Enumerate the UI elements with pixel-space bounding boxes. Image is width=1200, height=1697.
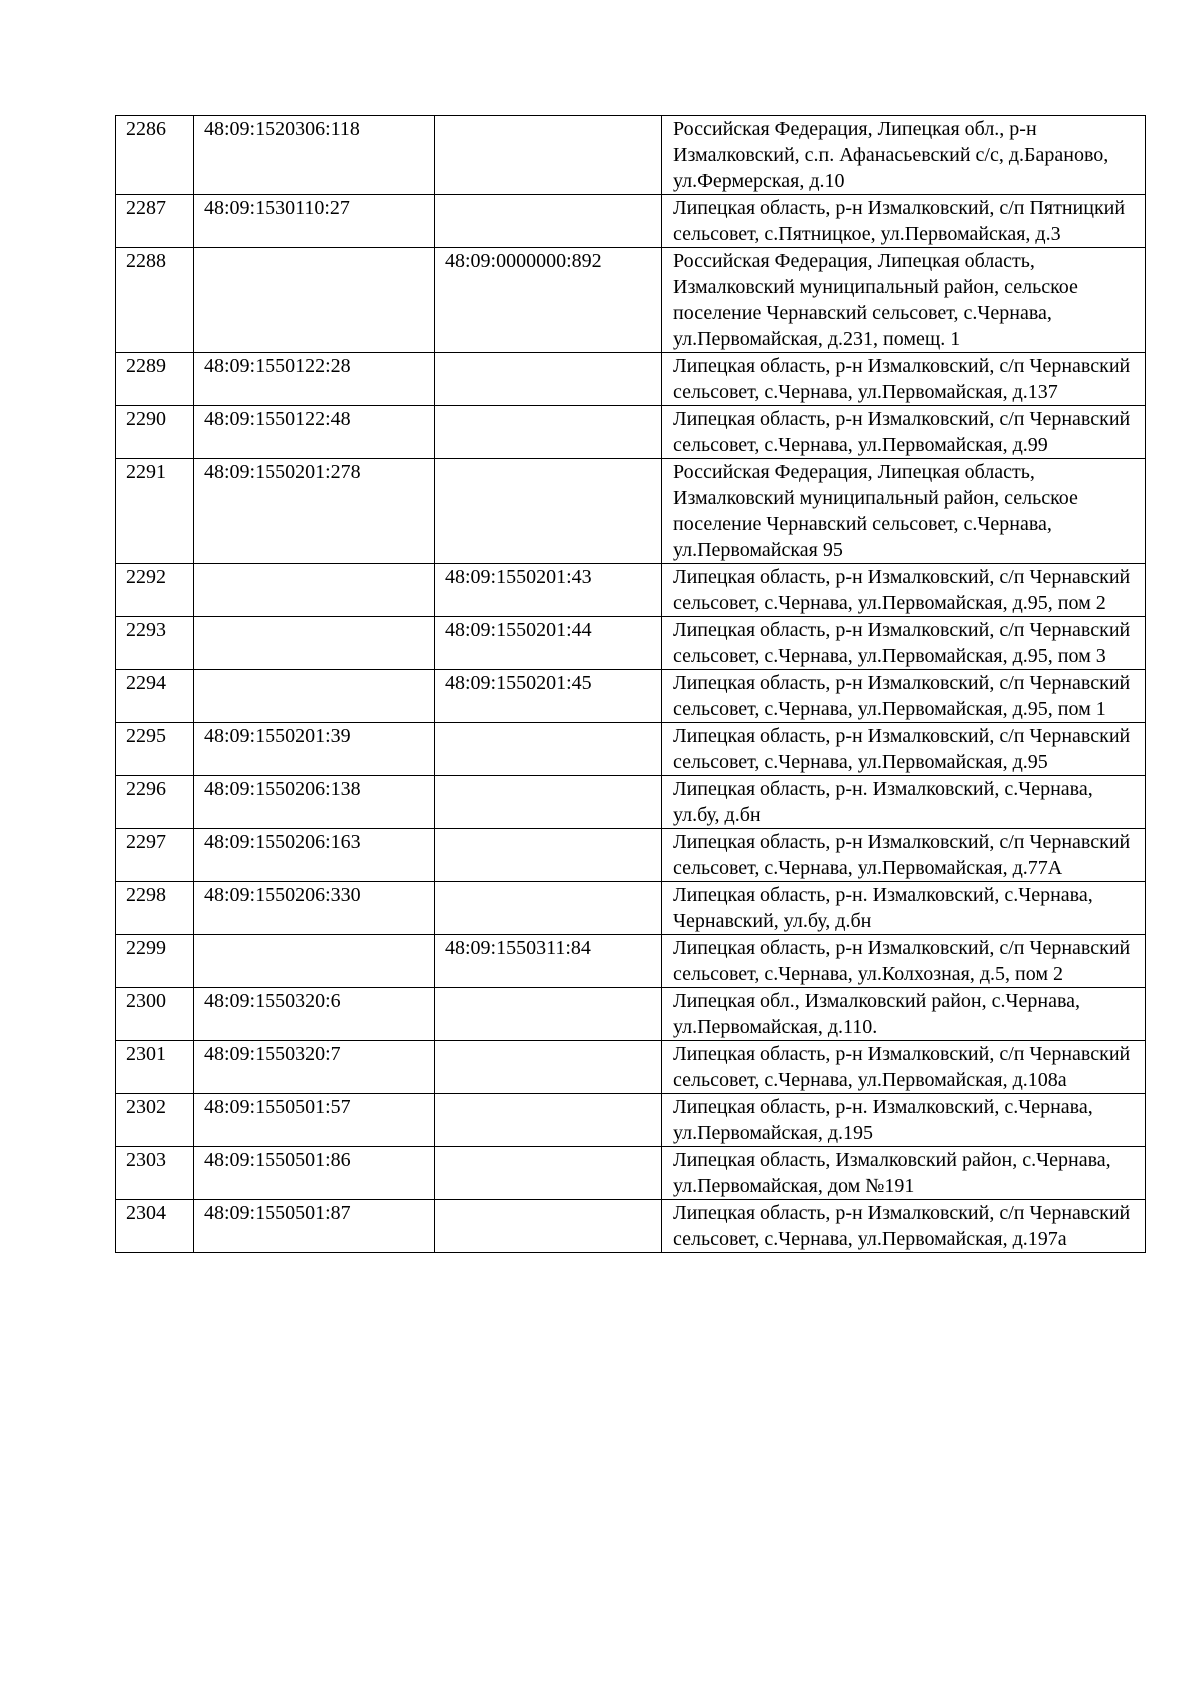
address-cell: Липецкая область, р-н Измалковский, с/п Пятницкий сельсовет, с.Пятницкое, ул.Первомайская, д.3 [662,195,1146,248]
table-row [116,988,1146,1041]
row-number-cell: 2295 [116,723,194,776]
table-row [116,564,1146,617]
address-cell: Липецкая область, р-н. Измалковский, с.Чернава, ул.бу, д.бн [662,776,1146,829]
land-cadastral-number-cell: 48:09:1550201:39 [194,723,435,776]
address-cell: Липецкая область, р-н. Измалковский, с.Чернава, Чернавский, ул.бу, д.бн [662,882,1146,935]
row-number-cell: 2299 [116,935,194,988]
land-cadastral-number-cell [194,248,435,353]
table-row [116,406,1146,459]
land-cadastral-number-cell: 48:09:1550320:6 [194,988,435,1041]
row-number-cell: 2304 [116,1200,194,1253]
object-cadastral-number-cell [435,723,662,776]
land-cadastral-number-cell: 48:09:1550122:28 [194,353,435,406]
table-row [116,116,1146,195]
address-cell: Липецкая область, р-н Измалковский, с/п Чернавский сельсовет, с.Чернава, ул.Первомайская, д.108а [662,1041,1146,1094]
land-cadastral-number-cell: 48:09:1550122:48 [194,406,435,459]
address-cell: Липецкая область, р-н Измалковский, с/п Чернавский сельсовет, с.Чернава, ул.Первомайская, д.137 [662,353,1146,406]
row-number-cell: 2292 [116,564,194,617]
land-cadastral-number-cell: 48:09:1550320:7 [194,1041,435,1094]
land-cadastral-number-cell [194,617,435,670]
address-cell: Липецкая обл., Измалковский район, с.Чернава, ул.Первомайская, д.110. [662,988,1146,1041]
address-cell: Липецкая область, р-н Измалковский, с/п Чернавский сельсовет, с.Чернава, ул.Колхозная, д.5, пом 2 [662,935,1146,988]
land-cadastral-number-cell: 48:09:1550501:86 [194,1147,435,1200]
table-row [116,1147,1146,1200]
table-row [116,248,1146,353]
object-cadastral-number-cell [435,195,662,248]
table-row [116,935,1146,988]
table-row [116,1041,1146,1094]
address-cell: Российская Федерация, Липецкая область, Измалковский муниципальный район, сельское поселение Чернавский сельсовет, с.Чернава, ул.Первомайская, д.231, помещ. 1 [662,248,1146,353]
object-cadastral-number-cell [435,1200,662,1253]
row-number-cell: 2286 [116,116,194,195]
object-cadastral-number-cell [435,988,662,1041]
property-registry-table [115,115,1146,1253]
object-cadastral-number-cell [435,1147,662,1200]
table-row [116,1094,1146,1147]
address-cell: Липецкая область, р-н Измалковский, с/п Чернавский сельсовет, с.Чернава, ул.Первомайская, д.95, пом 1 [662,670,1146,723]
table-row [116,670,1146,723]
address-cell: Липецкая область, р-н Измалковский, с/п Чернавский сельсовет, с.Чернава, ул.Первомайская, д.197а [662,1200,1146,1253]
land-cadastral-number-cell [194,935,435,988]
address-cell: Российская Федерация, Липецкая область, Измалковский муниципальный район, сельское поселение Чернавский сельсовет, с.Чернава, ул.Первомайская 95 [662,459,1146,564]
address-cell: Российская Федерация, Липецкая обл., р-н Измалковский, с.п. Афанасьевский с/с, д.Бараново, ул.Фермерская, д.10 [662,116,1146,195]
table-row [116,353,1146,406]
object-cadastral-number-cell [435,1041,662,1094]
object-cadastral-number-cell [435,459,662,564]
row-number-cell: 2296 [116,776,194,829]
object-cadastral-number-cell: 48:09:1550201:45 [435,670,662,723]
address-cell: Липецкая область, р-н Измалковский, с/п Чернавский сельсовет, с.Чернава, ул.Первомайская, д.95, пом 3 [662,617,1146,670]
table-row [116,1200,1146,1253]
row-number-cell: 2287 [116,195,194,248]
object-cadastral-number-cell [435,116,662,195]
land-cadastral-number-cell: 48:09:1550206:330 [194,882,435,935]
land-cadastral-number-cell: 48:09:1550206:163 [194,829,435,882]
row-number-cell: 2290 [116,406,194,459]
object-cadastral-number-cell: 48:09:1550311:84 [435,935,662,988]
row-number-cell: 2294 [116,670,194,723]
land-cadastral-number-cell [194,564,435,617]
row-number-cell: 2291 [116,459,194,564]
object-cadastral-number-cell [435,829,662,882]
table-row [116,776,1146,829]
object-cadastral-number-cell [435,353,662,406]
row-number-cell: 2293 [116,617,194,670]
land-cadastral-number-cell: 48:09:1550201:278 [194,459,435,564]
address-cell: Липецкая область, р-н Измалковский, с/п Чернавский сельсовет, с.Чернава, ул.Первомайская, д.95, пом 2 [662,564,1146,617]
table-row [116,195,1146,248]
address-cell: Липецкая область, р-н Измалковский, с/п Чернавский сельсовет, с.Чернава, ул.Первомайская, д.77А [662,829,1146,882]
row-number-cell: 2298 [116,882,194,935]
land-cadastral-number-cell: 48:09:1550501:87 [194,1200,435,1253]
registry-table-body [116,116,1146,1253]
object-cadastral-number-cell [435,1094,662,1147]
object-cadastral-number-cell [435,882,662,935]
address-cell: Липецкая область, р-н. Измалковский, с.Чернава, ул.Первомайская, д.195 [662,1094,1146,1147]
row-number-cell: 2301 [116,1041,194,1094]
object-cadastral-number-cell: 48:09:1550201:44 [435,617,662,670]
table-row [116,723,1146,776]
row-number-cell: 2302 [116,1094,194,1147]
address-cell: Липецкая область, р-н Измалковский, с/п Чернавский сельсовет, с.Чернава, ул.Первомайская, д.95 [662,723,1146,776]
address-cell: Липецкая область, Измалковский район, с.Чернава, ул.Первомайская, дом №191 [662,1147,1146,1200]
land-cadastral-number-cell: 48:09:1550501:57 [194,1094,435,1147]
row-number-cell: 2289 [116,353,194,406]
row-number-cell: 2288 [116,248,194,353]
land-cadastral-number-cell: 48:09:1520306:118 [194,116,435,195]
table-row [116,882,1146,935]
land-cadastral-number-cell: 48:09:1530110:27 [194,195,435,248]
row-number-cell: 2297 [116,829,194,882]
table-row [116,829,1146,882]
object-cadastral-number-cell: 48:09:1550201:43 [435,564,662,617]
row-number-cell: 2303 [116,1147,194,1200]
object-cadastral-number-cell: 48:09:0000000:892 [435,248,662,353]
address-cell: Липецкая область, р-н Измалковский, с/п Чернавский сельсовет, с.Чернава, ул.Первомайская, д.99 [662,406,1146,459]
row-number-cell: 2300 [116,988,194,1041]
object-cadastral-number-cell [435,406,662,459]
table-row [116,459,1146,564]
table-row [116,617,1146,670]
land-cadastral-number-cell [194,670,435,723]
object-cadastral-number-cell [435,776,662,829]
land-cadastral-number-cell: 48:09:1550206:138 [194,776,435,829]
